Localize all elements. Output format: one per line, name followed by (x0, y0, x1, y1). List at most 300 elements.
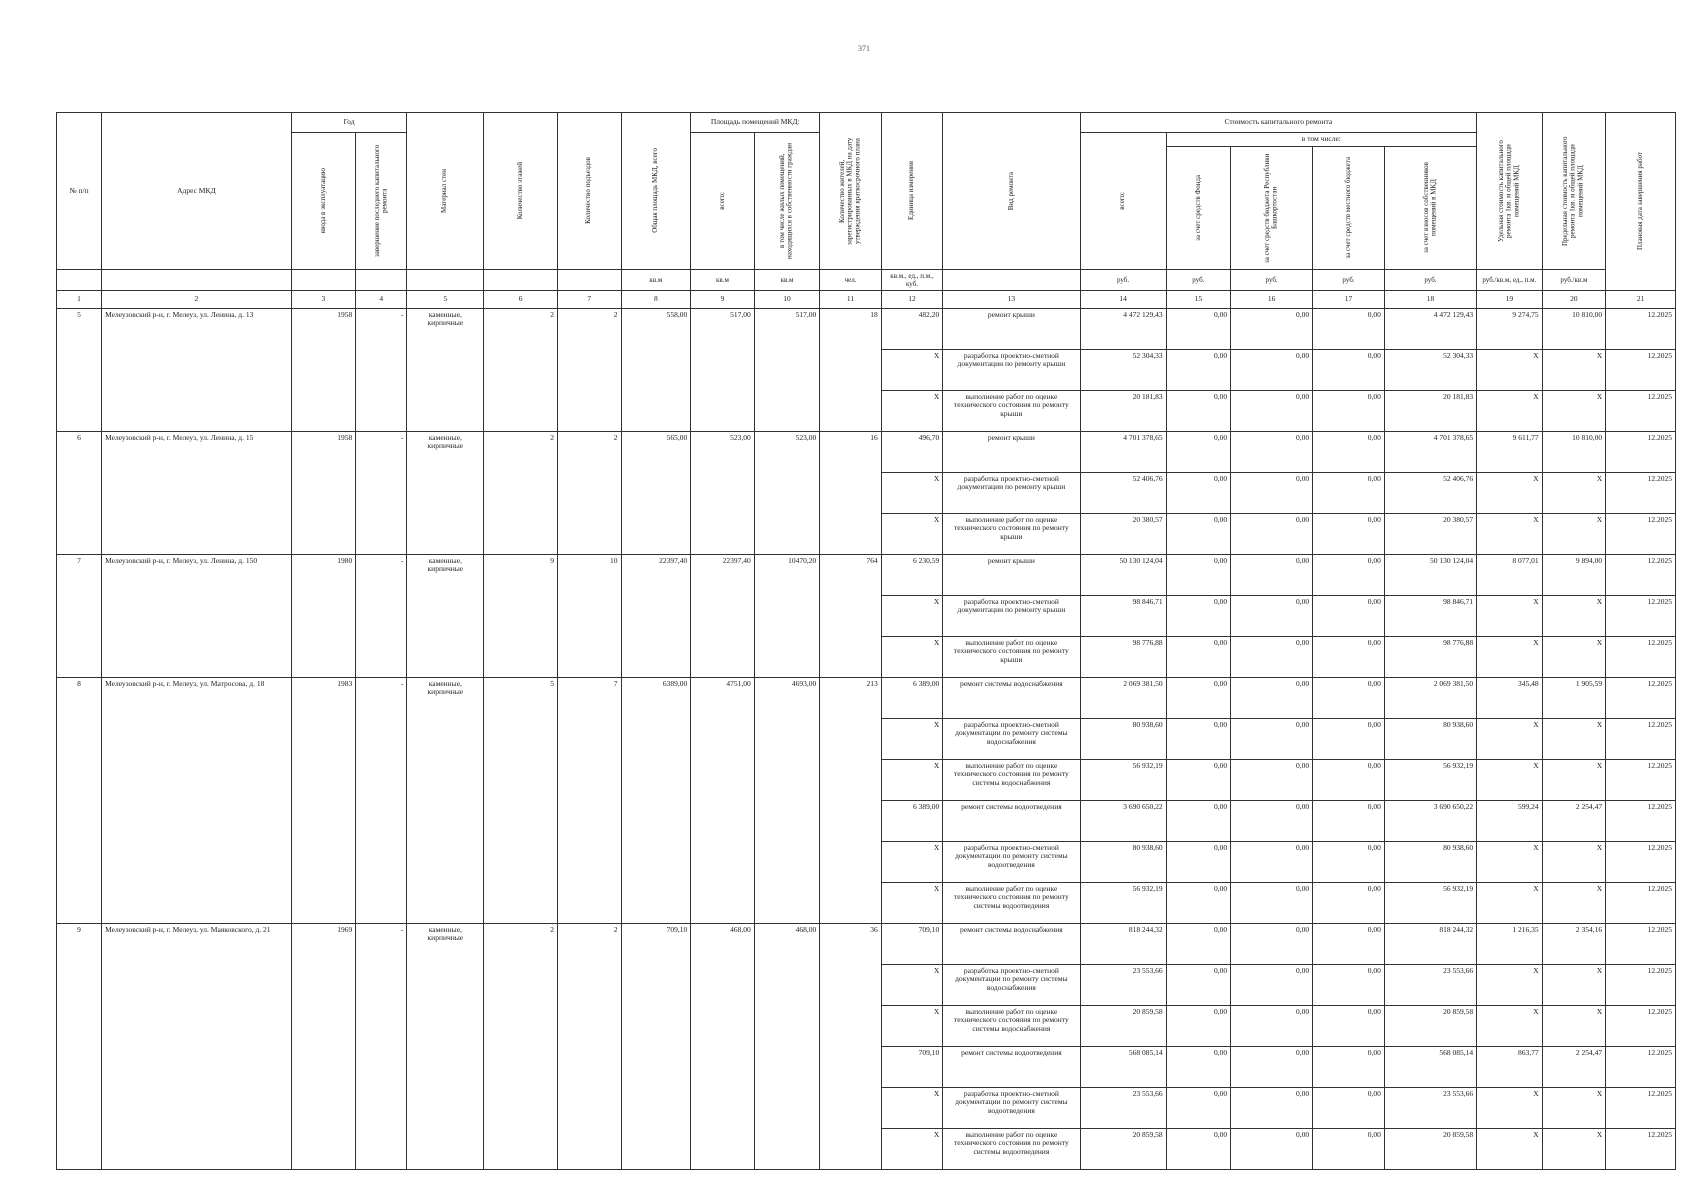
year-commissioning: 1958 (291, 431, 356, 554)
header-cost-fund: за счет средств Фонда (1166, 146, 1231, 269)
unit-cell: чел. (820, 269, 881, 290)
cost-fund: 0,00 (1166, 1005, 1231, 1046)
header-year-last-repair: завершение последнего капитального ремонта (356, 133, 407, 270)
cost-local: 0,00 (1313, 472, 1385, 513)
column-number: 7 (558, 290, 622, 308)
header-floors: Количество этажей (484, 113, 558, 270)
plan-date: 12.2025 (1606, 964, 1676, 1005)
repair-type: разработка проектно-сметной документации по ремонту крыши (943, 595, 1080, 636)
cost-republic: 0,00 (1231, 718, 1313, 759)
floors-count: 2 (484, 308, 558, 431)
entrances-count: 10 (558, 554, 622, 677)
max-cost: X (1542, 349, 1606, 390)
plan-date: 12.2025 (1606, 1128, 1676, 1169)
plan-date: 12.2025 (1606, 1087, 1676, 1128)
repair-type: выполнение работ по оценке технического состояния по ремонту системы водоснабжения (943, 759, 1080, 800)
cost-fund: 0,00 (1166, 431, 1231, 472)
header-total-area: Общая площадь МКД, всего (621, 113, 691, 270)
repair-type: разработка проектно-сметной документации по ремонту крыши (943, 472, 1080, 513)
cost-total: 4 472 129,43 (1080, 308, 1166, 349)
cost-owners: 98 776,88 (1384, 636, 1476, 677)
year-commissioning: 1983 (291, 677, 356, 923)
work-volume: X (881, 1128, 942, 1169)
header-unit-measure: Единица измерения (881, 113, 942, 270)
max-cost: X (1542, 718, 1606, 759)
premises-area: 468,00 (691, 923, 755, 1169)
cost-owners: 98 846,71 (1384, 595, 1476, 636)
plan-date: 12.2025 (1606, 1005, 1676, 1046)
wall-material: каменные, кирпичные (407, 923, 484, 1169)
cost-owners: 80 938,60 (1384, 718, 1476, 759)
year-last-repair: - (356, 554, 407, 677)
residents-count: 36 (820, 923, 881, 1169)
unit-cost: 863,77 (1477, 1046, 1543, 1087)
work-volume: 496,70 (881, 431, 942, 472)
cost-local: 0,00 (1313, 800, 1385, 841)
cost-republic: 0,00 (1231, 1046, 1313, 1087)
cost-local: 0,00 (1313, 431, 1385, 472)
cost-owners: 23 553,66 (1384, 1087, 1476, 1128)
cost-fund: 0,00 (1166, 677, 1231, 718)
row-number: 6 (57, 431, 102, 554)
repair-plan-table (56, 112, 1676, 1170)
header-residents: Количество жителей, зарегистрированных в МКД на дату утверждения краткосрочного плана (820, 113, 881, 270)
cost-total: 80 938,60 (1080, 718, 1166, 759)
column-number: 10 (754, 290, 820, 308)
work-volume: X (881, 472, 942, 513)
repair-type: ремонт крыши (943, 554, 1080, 595)
unit-cost: X (1477, 349, 1543, 390)
max-cost: X (1542, 390, 1606, 431)
max-cost: 1 905,59 (1542, 677, 1606, 718)
cost-total: 3 690 650,22 (1080, 800, 1166, 841)
unit-cell: руб. (1166, 269, 1231, 290)
residents-count: 16 (820, 431, 881, 554)
cost-fund: 0,00 (1166, 964, 1231, 1005)
column-numbers-row (57, 290, 1676, 308)
unit-cost: X (1477, 1087, 1543, 1128)
header-premises-total: всего: (691, 133, 755, 270)
repair-type: ремонт крыши (943, 431, 1080, 472)
cost-republic: 0,00 (1231, 554, 1313, 595)
header-wall-material: Материал стен (407, 113, 484, 270)
year-commissioning: 1958 (291, 308, 356, 431)
premises-area-private: 4693,00 (754, 677, 820, 923)
unit-cost: 8 077,01 (1477, 554, 1543, 595)
cost-owners: 50 130 124,04 (1384, 554, 1476, 595)
column-number: 20 (1542, 290, 1606, 308)
cost-local: 0,00 (1313, 513, 1385, 554)
cost-total: 80 938,60 (1080, 841, 1166, 882)
cost-fund: 0,00 (1166, 349, 1231, 390)
repair-type: разработка проектно-сметной документации по ремонту системы водоснабжения (943, 718, 1080, 759)
cost-owners: 3 690 650,22 (1384, 800, 1476, 841)
max-cost: X (1542, 1005, 1606, 1046)
cost-owners: 56 932,19 (1384, 882, 1476, 923)
unit-cell: кв.м (754, 269, 820, 290)
cost-owners: 4 472 129,43 (1384, 308, 1476, 349)
max-cost: 2 254,47 (1542, 800, 1606, 841)
wall-material: каменные, кирпичные (407, 308, 484, 431)
table-row (57, 431, 1676, 472)
cost-owners: 23 553,66 (1384, 964, 1476, 1005)
repair-type: выполнение работ по оценке технического состояния по ремонту крыши (943, 513, 1080, 554)
max-cost: X (1542, 841, 1606, 882)
table-row (57, 677, 1676, 718)
repair-type: разработка проектно-сметной документации по ремонту системы водоотведения (943, 841, 1080, 882)
repair-type: выполнение работ по оценке технического состояния по ремонту системы водоснабжения (943, 1005, 1080, 1046)
unit-cell: руб. (1231, 269, 1313, 290)
cost-local: 0,00 (1313, 841, 1385, 882)
cost-local: 0,00 (1313, 964, 1385, 1005)
total-area: 22397,40 (621, 554, 691, 677)
plan-date: 12.2025 (1606, 882, 1676, 923)
premises-area: 4751,00 (691, 677, 755, 923)
cost-republic: 0,00 (1231, 964, 1313, 1005)
cost-republic: 0,00 (1231, 1005, 1313, 1046)
header-year: Год (291, 113, 407, 133)
house-address: Мелеузовский р-н, г. Мелеуз, ул. Матросова, д. 18 (102, 677, 292, 923)
house-address: Мелеузовский р-н, г. Мелеуз, ул. Ленина, д. 150 (102, 554, 292, 677)
unit-cost: X (1477, 759, 1543, 800)
cost-total: 2 069 381,50 (1080, 677, 1166, 718)
table-body (57, 308, 1676, 1169)
unit-cost: X (1477, 636, 1543, 677)
row-number: 8 (57, 677, 102, 923)
cost-local: 0,00 (1313, 882, 1385, 923)
unit-cost: X (1477, 390, 1543, 431)
repair-type: выполнение работ по оценке технического состояния по ремонту крыши (943, 636, 1080, 677)
unit-cost: X (1477, 595, 1543, 636)
repair-type: ремонт системы водоснабжения (943, 923, 1080, 964)
work-volume: X (881, 636, 942, 677)
repair-type: ремонт крыши (943, 308, 1080, 349)
work-volume: X (881, 513, 942, 554)
column-number: 14 (1080, 290, 1166, 308)
unit-cost: 599,24 (1477, 800, 1543, 841)
column-number: 2 (102, 290, 292, 308)
unit-cell: кв.м (691, 269, 755, 290)
plan-date: 12.2025 (1606, 718, 1676, 759)
cost-total: 818 244,32 (1080, 923, 1166, 964)
header-unit-cost: Удельная стоимость капитального ремонта 1кв. м общей площади помещений МКД (1477, 113, 1543, 270)
cost-owners: 2 069 381,50 (1384, 677, 1476, 718)
unit-cost: X (1477, 841, 1543, 882)
max-cost: 10 810,00 (1542, 431, 1606, 472)
plan-date: 12.2025 (1606, 595, 1676, 636)
work-volume: 6 230,59 (881, 554, 942, 595)
unit-cost: X (1477, 472, 1543, 513)
repair-type: ремонт системы водоотведения (943, 1046, 1080, 1087)
table-row (57, 308, 1676, 349)
header-plan-date: Плановая дата завершения работ (1606, 113, 1676, 291)
header-cost-republic: за счет средств бюджета Республики Башкортостан (1231, 146, 1313, 269)
cost-owners: 818 244,32 (1384, 923, 1476, 964)
premises-area: 517,00 (691, 308, 755, 431)
unit-cell: руб./кв.м, ед., п.м. (1477, 269, 1543, 290)
cost-fund: 0,00 (1166, 882, 1231, 923)
plan-date: 12.2025 (1606, 923, 1676, 964)
unit-cost: X (1477, 882, 1543, 923)
cost-local: 0,00 (1313, 923, 1385, 964)
cost-fund: 0,00 (1166, 841, 1231, 882)
cost-republic: 0,00 (1231, 923, 1313, 964)
plan-date: 12.2025 (1606, 1046, 1676, 1087)
unit-cost: 9 274,75 (1477, 308, 1543, 349)
column-number: 19 (1477, 290, 1543, 308)
residents-count: 18 (820, 308, 881, 431)
cost-republic: 0,00 (1231, 677, 1313, 718)
cost-total: 4 701 378,65 (1080, 431, 1166, 472)
entrances-count: 2 (558, 308, 622, 431)
residents-count: 213 (820, 677, 881, 923)
premises-area-private: 517,00 (754, 308, 820, 431)
plan-date: 12.2025 (1606, 308, 1676, 349)
column-number: 18 (1384, 290, 1476, 308)
work-volume: 6 389,00 (881, 800, 942, 841)
cost-total: 98 776,88 (1080, 636, 1166, 677)
column-number: 3 (291, 290, 356, 308)
cost-republic: 0,00 (1231, 390, 1313, 431)
column-number: 8 (621, 290, 691, 308)
cost-republic: 0,00 (1231, 349, 1313, 390)
plan-date: 12.2025 (1606, 841, 1676, 882)
header-max-cost: Предельная стоимость капитального ремонта 1кв. м общей площади помещений МКД (1542, 113, 1606, 270)
repair-type: разработка проектно-сметной документации по ремонту системы водоснабжения (943, 964, 1080, 1005)
plan-date: 12.2025 (1606, 390, 1676, 431)
cost-total: 23 553,66 (1080, 964, 1166, 1005)
column-number: 12 (881, 290, 942, 308)
column-number: 1 (57, 290, 102, 308)
repair-type: выполнение работ по оценке технического состояния по ремонту системы водоотведения (943, 882, 1080, 923)
entrances-count: 7 (558, 677, 622, 923)
cost-local: 0,00 (1313, 1005, 1385, 1046)
plan-date: 12.2025 (1606, 800, 1676, 841)
max-cost: X (1542, 595, 1606, 636)
cost-republic: 0,00 (1231, 636, 1313, 677)
column-number: 9 (691, 290, 755, 308)
unit-cost: X (1477, 718, 1543, 759)
max-cost: X (1542, 636, 1606, 677)
cost-republic: 0,00 (1231, 513, 1313, 554)
column-number: 5 (407, 290, 484, 308)
total-area: 709,10 (621, 923, 691, 1169)
work-volume: X (881, 349, 942, 390)
house-address: Мелеузовский р-н, г. Мелеуз, ул. Маяковского, д. 21 (102, 923, 292, 1169)
work-volume: 6 389,00 (881, 677, 942, 718)
cost-owners: 56 932,19 (1384, 759, 1476, 800)
cost-owners: 20 181,83 (1384, 390, 1476, 431)
cost-fund: 0,00 (1166, 1128, 1231, 1169)
work-volume: X (881, 841, 942, 882)
cost-republic: 0,00 (1231, 882, 1313, 923)
header-year-commissioning: ввода в эксплуатацию (291, 133, 356, 270)
repair-type: разработка проектно-сметной документации по ремонту крыши (943, 349, 1080, 390)
column-number: 13 (943, 290, 1080, 308)
cost-republic: 0,00 (1231, 595, 1313, 636)
cost-fund: 0,00 (1166, 636, 1231, 677)
unit-cell: кв.м (621, 269, 691, 290)
cost-local: 0,00 (1313, 718, 1385, 759)
repair-type: ремонт системы водоснабжения (943, 677, 1080, 718)
work-volume: X (881, 1005, 942, 1046)
plan-date: 12.2025 (1606, 431, 1676, 472)
work-volume: X (881, 595, 942, 636)
cost-fund: 0,00 (1166, 923, 1231, 964)
cost-local: 0,00 (1313, 759, 1385, 800)
max-cost: 2 254,47 (1542, 1046, 1606, 1087)
wall-material: каменные, кирпичные (407, 554, 484, 677)
column-number: 6 (484, 290, 558, 308)
max-cost: X (1542, 964, 1606, 1005)
column-number: 16 (1231, 290, 1313, 308)
cost-republic: 0,00 (1231, 472, 1313, 513)
cost-local: 0,00 (1313, 554, 1385, 595)
cost-fund: 0,00 (1166, 390, 1231, 431)
cost-fund: 0,00 (1166, 759, 1231, 800)
entrances-count: 2 (558, 431, 622, 554)
cost-total: 20 181,83 (1080, 390, 1166, 431)
plan-date: 12.2025 (1606, 349, 1676, 390)
cost-total: 23 553,66 (1080, 1087, 1166, 1128)
cost-owners: 52 304,33 (1384, 349, 1476, 390)
repair-type: ремонт системы водоотведения (943, 800, 1080, 841)
work-volume: X (881, 759, 942, 800)
cost-total: 20 859,58 (1080, 1128, 1166, 1169)
header-cost-owners: за счет взносов собственников помещений в МКД (1384, 146, 1476, 269)
header-cost-local: за счет средств местного бюджета (1313, 146, 1385, 269)
cost-local: 0,00 (1313, 390, 1385, 431)
premises-area-private: 10470,20 (754, 554, 820, 677)
row-number: 7 (57, 554, 102, 677)
plan-date: 12.2025 (1606, 472, 1676, 513)
work-volume: X (881, 964, 942, 1005)
max-cost: X (1542, 513, 1606, 554)
cost-total: 20 380,57 (1080, 513, 1166, 554)
cost-owners: 20 380,57 (1384, 513, 1476, 554)
header-cost-incl: в том числе: (1166, 133, 1476, 147)
unit-cell: руб. (1384, 269, 1476, 290)
house-address: Мелеузовский р-н, г. Мелеуз, ул. Ленина, д. 13 (102, 308, 292, 431)
cost-republic: 0,00 (1231, 431, 1313, 472)
cost-owners: 52 406,76 (1384, 472, 1476, 513)
work-volume: 482,20 (881, 308, 942, 349)
premises-area: 523,00 (691, 431, 755, 554)
cost-republic: 0,00 (1231, 1087, 1313, 1128)
house-address: Мелеузовский р-н, г. Мелеуз, ул. Ленина, д. 15 (102, 431, 292, 554)
premises-area-private: 468,00 (754, 923, 820, 1169)
max-cost: X (1542, 472, 1606, 513)
unit-cell: руб./кв.м (1542, 269, 1606, 290)
units-row (57, 269, 1676, 290)
column-number: 15 (1166, 290, 1231, 308)
cost-fund: 0,00 (1166, 472, 1231, 513)
cost-fund: 0,00 (1166, 1046, 1231, 1087)
row-number: 9 (57, 923, 102, 1169)
premises-area-private: 523,00 (754, 431, 820, 554)
wall-material: каменные, кирпичные (407, 677, 484, 923)
premises-area: 22397,40 (691, 554, 755, 677)
unit-cost: 1 216,35 (1477, 923, 1543, 964)
cost-owners: 568 085,14 (1384, 1046, 1476, 1087)
cost-local: 0,00 (1313, 308, 1385, 349)
cost-owners: 20 859,58 (1384, 1128, 1476, 1169)
year-commissioning: 1969 (291, 923, 356, 1169)
cost-owners: 80 938,60 (1384, 841, 1476, 882)
floors-count: 5 (484, 677, 558, 923)
cost-total: 98 846,71 (1080, 595, 1166, 636)
max-cost: X (1542, 882, 1606, 923)
cost-total: 56 932,19 (1080, 882, 1166, 923)
cost-local: 0,00 (1313, 1046, 1385, 1087)
max-cost: 2 354,16 (1542, 923, 1606, 964)
work-volume: X (881, 390, 942, 431)
cost-fund: 0,00 (1166, 595, 1231, 636)
cost-fund: 0,00 (1166, 718, 1231, 759)
cost-total: 20 859,58 (1080, 1005, 1166, 1046)
unit-cost: X (1477, 1128, 1543, 1169)
cost-local: 0,00 (1313, 1128, 1385, 1169)
cost-total: 56 932,19 (1080, 759, 1166, 800)
cost-total: 568 085,14 (1080, 1046, 1166, 1087)
unit-cost: 345,48 (1477, 677, 1543, 718)
total-area: 6389,00 (621, 677, 691, 923)
cost-fund: 0,00 (1166, 308, 1231, 349)
header-premises-incl: в том числе жилых помещений, находящихся в собственности граждан (754, 133, 820, 270)
year-last-repair: - (356, 923, 407, 1169)
work-volume: 709,10 (881, 923, 942, 964)
header-repair-type: Вид ремонта (943, 113, 1080, 270)
repair-type: разработка проектно-сметной документации по ремонту системы водоотведения (943, 1087, 1080, 1128)
plan-date: 12.2025 (1606, 759, 1676, 800)
plan-date: 12.2025 (1606, 636, 1676, 677)
repair-type: выполнение работ по оценке технического состояния по ремонту системы водоотведения (943, 1128, 1080, 1169)
row-number: 5 (57, 308, 102, 431)
cost-fund: 0,00 (1166, 554, 1231, 595)
cost-republic: 0,00 (1231, 308, 1313, 349)
column-number: 17 (1313, 290, 1385, 308)
table-row (57, 923, 1676, 964)
unit-cost: X (1477, 1005, 1543, 1046)
plan-date: 12.2025 (1606, 554, 1676, 595)
table-row (57, 554, 1676, 595)
unit-cost: X (1477, 964, 1543, 1005)
cost-owners: 4 701 378,65 (1384, 431, 1476, 472)
cost-fund: 0,00 (1166, 1087, 1231, 1128)
max-cost: 10 810,00 (1542, 308, 1606, 349)
work-volume: X (881, 1087, 942, 1128)
entrances-count: 2 (558, 923, 622, 1169)
max-cost: X (1542, 759, 1606, 800)
cost-republic: 0,00 (1231, 841, 1313, 882)
cost-total: 52 304,33 (1080, 349, 1166, 390)
floors-count: 9 (484, 554, 558, 677)
plan-date: 12.2025 (1606, 513, 1676, 554)
header-cost-total: всего: (1080, 133, 1166, 270)
cost-republic: 0,00 (1231, 1128, 1313, 1169)
unit-cell: руб. (1080, 269, 1166, 290)
cost-local: 0,00 (1313, 349, 1385, 390)
column-number: 4 (356, 290, 407, 308)
cost-local: 0,00 (1313, 1087, 1385, 1128)
year-commissioning: 1980 (291, 554, 356, 677)
total-area: 565,00 (621, 431, 691, 554)
unit-cell: руб. (1313, 269, 1385, 290)
unit-cost: X (1477, 513, 1543, 554)
max-cost: X (1542, 1128, 1606, 1169)
year-last-repair: - (356, 308, 407, 431)
total-area: 558,00 (621, 308, 691, 431)
